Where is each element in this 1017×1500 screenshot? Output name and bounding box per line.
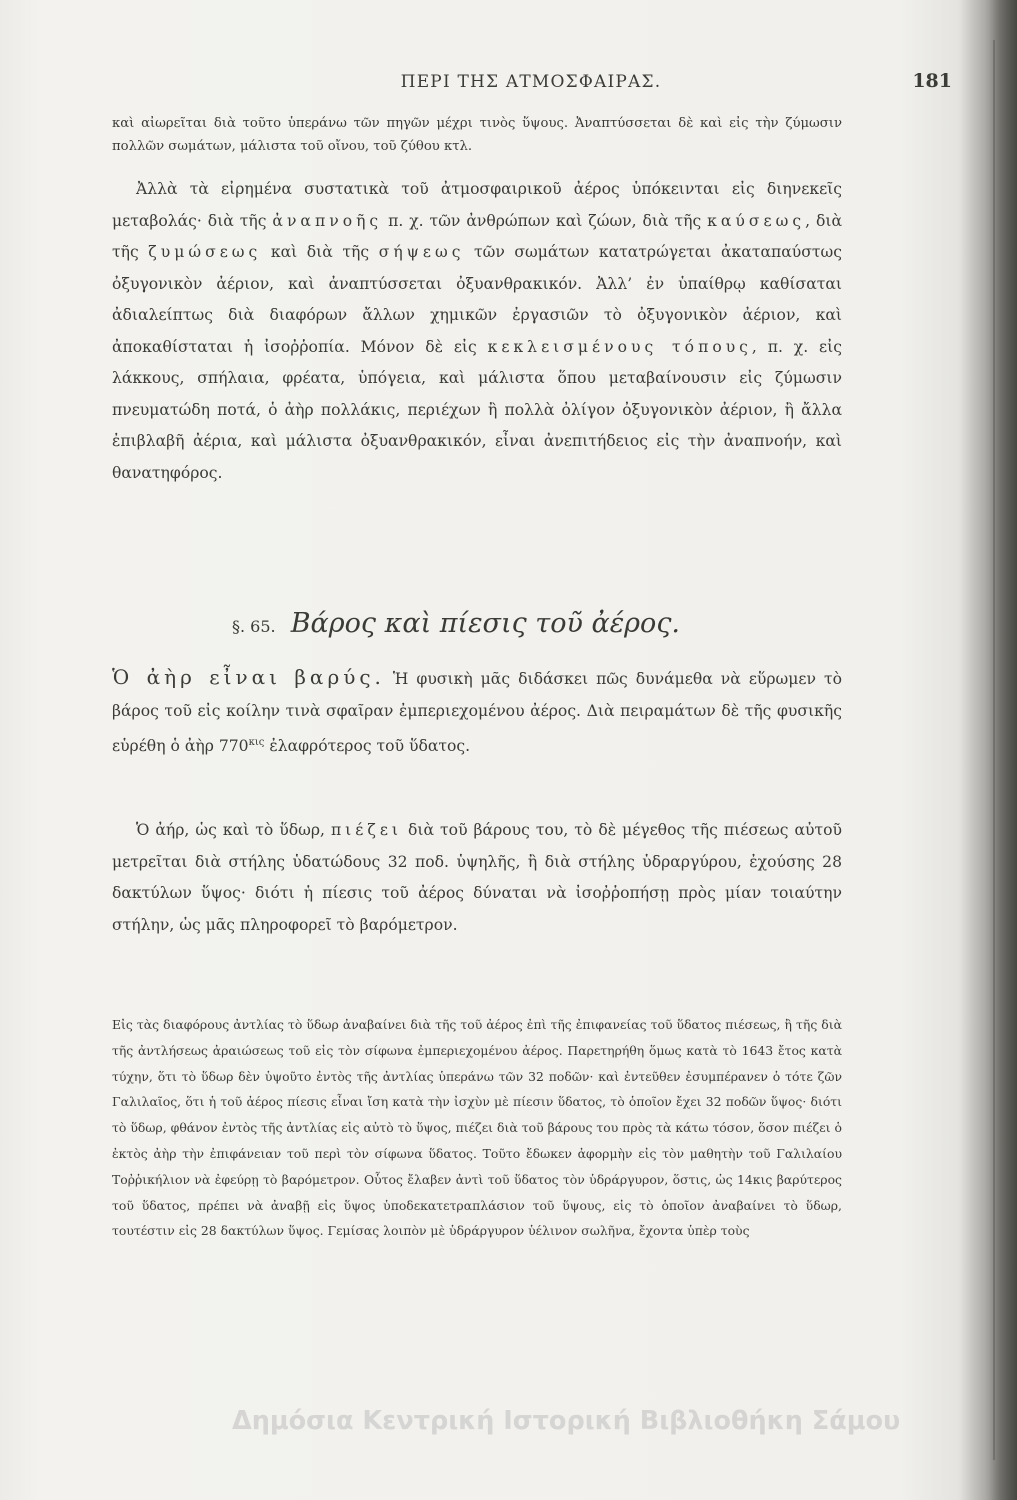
text-run: ἐλαφρότερος τοῦ ὕδατος. — [264, 737, 471, 756]
page-header — [110, 72, 952, 102]
section-heading — [232, 608, 792, 639]
superscript-times: κις — [248, 737, 265, 748]
section-number: §. 65. — [232, 617, 276, 636]
spaced-term-fermentation: ζυμώσεως — [148, 243, 262, 261]
running-title: ΠΕΡΙ ΤΗΣ ΑΤΜΟΣΦΑΙΡΑΣ. — [400, 72, 662, 92]
spaced-term-closed-places: κεκλεισμένους τόπους — [487, 337, 752, 356]
page-edge-shadow — [957, 0, 1017, 1500]
paragraph-note-pumps: Εἰς τὰς διαφόρους ἀντλίας τὸ ὕδωρ ἀναβαίνει διὰ τῆς τοῦ ἀέρος ἐπὶ τῆς ἐπιφανείας τοῦ ὕδατος πιέσεως, ἢ τῆς διὰ τῆς ἀντλήσεως ἀραιώσεως τοῦ εἰς τὸν σίφωνα ἐμπεριεχομένου ἀέρος. Παρετηρήθη ὅμως κατὰ τὸ 1643 ἔτος κατὰ τύχην, ὅτι τὸ ὕδωρ δὲν ὑψοῦτο ἐντὸς τῆς ἀντλίας ὑπεράνω τῶν 32 ποδῶν· καὶ ἐντεῦθεν ἐσυμπέρανεν ὁ τότε ζῶν Γαλιλαῖος, ὅτι ἡ τοῦ ἀέρος πίεσις εἶναι ἴση κατὰ τὴν ἰσχὺν μὲ πίεσιν ὕδατος, τὸ ὁποῖον ἔχει 32 ποδῶν ὕψος· διότι τὸ ὕδωρ, φθάνον ἐντὸς τῆς ἀντλίας εἰς αὐτὸ τὸ ὕψος, πιέζει διὰ τοῦ βάρους του πρὸς τὰ κάτω τόσον, ὅσον πιέζει ὁ ἐκτὸς ἀὴρ τὴν ἐπιφάνειαν τοῦ περὶ τὸν σίφωνα ὕδατος. Τοῦτο ἔδωκεν ἀφορμὴν εἰς τὸν μαθητὴν τοῦ Γαλιλαίου Τοῤῥικήλιον νὰ ἐφεύρῃ τὸ βαρόμετρον. Οὗτος ἔλαβεν ἀντὶ τοῦ ὕδατος τὸν ὑδράργυρον, ὅστις, ὡς 14κις βαρύτερος τοῦ ὕδατος, πρέπει νὰ ἀναβῇ εἰς ὕψος ὑποδεκατετραπλάσιον τοῦ ὕψους, εἰς τὸ ὁποῖον ἀναβαίνει τὸ ὕδωρ, τουτέστιν εἰς 28 δακτύλων ὕψος. Γεμίσας λοιπὸν μὲ ὑδράργυρον ὑέλινον σωλῆνα, ἔχοντα ὑπὲρ τοὺς — [112, 1017, 842, 1239]
spaced-term-putrefaction: σήψεως — [378, 243, 465, 261]
text-run: Ὁ ἀήρ, ὡς καὶ τὸ ὕδωρ, — [136, 821, 331, 839]
page-number: 181 — [912, 70, 952, 92]
text-run: π. χ. τῶν ἀνθρώπων καὶ ζώων, διὰ τῆς — [382, 211, 708, 230]
paragraph-intro: καὶ αἰωρεῖται διὰ τοῦτο ὑπεράνω τῶν πηγῶν μέχρι τινὸς ὕψους. Ἀναπτύσσεται δὲ καὶ εἰς τὴν ζύμωσιν πολλῶν σωμάτων, μάλιστα τοῦ οἴνου, τοῦ ζύθου κτλ. — [112, 116, 842, 154]
text-run: τῶν σωμάτων κατατρώγεται ἀκαταπαύστως ὀξυγονικὸν ἀέριον, καὶ ἀναπτύσσεται ὀξυανθρακικόν. Ἀλλ’ ἐν ὑπαίθρῳ καθίσαται ἀδιαλείπτως διὰ διαφόρων ἄλλων χημικῶν ἐργασιῶν τὸ ὀξυγονικὸν ἀέριον, καὶ ἀποκαθίσταται ἡ ἰσοῤῥοπία. Μόνον δὲ εἰς — [112, 243, 842, 356]
text-run: διὰ τοῦ βάρους του, τὸ δὲ μέγεθος τῆς πιέσεως αὐτοῦ μετρεῖται διὰ στήλης ὑδατώδους 32 ποδ. ὑψηλῆς, ἢ διὰ στήλης ὑδραργύρου, ἐχούσης 28 δακτύλων ὕψος· διότι ἡ πίεσις τοῦ ἀέρος δύναται νὰ ἰσοῤῥοπήσῃ πρὸς μίαν τοιαύτην στήλην, ὡς μᾶς πληροφορεῖ τὸ βαρόμετρον. — [112, 821, 842, 934]
paragraph-air-pressure — [112, 815, 842, 941]
spaced-term-combustion: καύσεως — [707, 211, 806, 230]
text-run: καὶ διὰ τῆς — [261, 243, 379, 261]
text-run: , διὰ τῆς — [112, 211, 843, 261]
text-run: , π. χ. εἰς λάκκους, σπήλαια, φρέατα, ὑπόγεια, καὶ μάλιστα ὅπου μεταβαίνουσιν εἰς ζύμωσιν πνευματώδη ποτά, ὁ ἀὴρ πολλάκις, περιέχων ἢ πολλὰ ὀλίγον ὀξυγονικὸν ἀέριον, ἢ ἄλλα ἐπιβλαβῆ ἀέρια, καὶ μάλιστα ὀξυανθρακικόν, εἶναι ἀνεπιτήδειος εἰς τὴν ἀναπνοήν, καὶ θανατηφόρος. — [112, 337, 842, 482]
page-edge-line — [993, 40, 995, 1460]
library-watermark: Δημόσια Κεντρική Ιστορική Βιβλιοθήκη Σάμου — [232, 1406, 901, 1436]
spaced-term-air-heavy: Ὁ ἀὴρ εἶναι βαρύς. — [112, 665, 385, 689]
text-run: Ἀλλὰ τὰ εἰρημένα συστατικὰ τοῦ ἀτμοσφαιρικοῦ ἀέρος ὑπόκεινται εἰς διηνεκεῖς μεταβολάς· διὰ τῆς — [112, 180, 842, 230]
spaced-term-presses: πιέζει — [330, 821, 403, 839]
text-run: Ἡ φυσικὴ μᾶς διδάσκει πῶς δυνάμεθα νὰ εὕρωμεν τὸ βάρος τοῦ εἰς κοίλην τινὰ σφαῖραν ἐμπεριεχομένου ἀέρος. Διὰ πειραμάτων δὲ τῆς φυσικῆς εὑρέθη ὁ ἀὴρ 770 — [112, 670, 842, 756]
paragraph-air-weight — [112, 662, 842, 763]
spaced-term-respiration: ἀναπνοῆς — [272, 211, 383, 230]
section-title: Βάρος καὶ πίεσις τοῦ ἀέρος. — [290, 608, 681, 639]
paragraph-constituents — [112, 174, 842, 489]
